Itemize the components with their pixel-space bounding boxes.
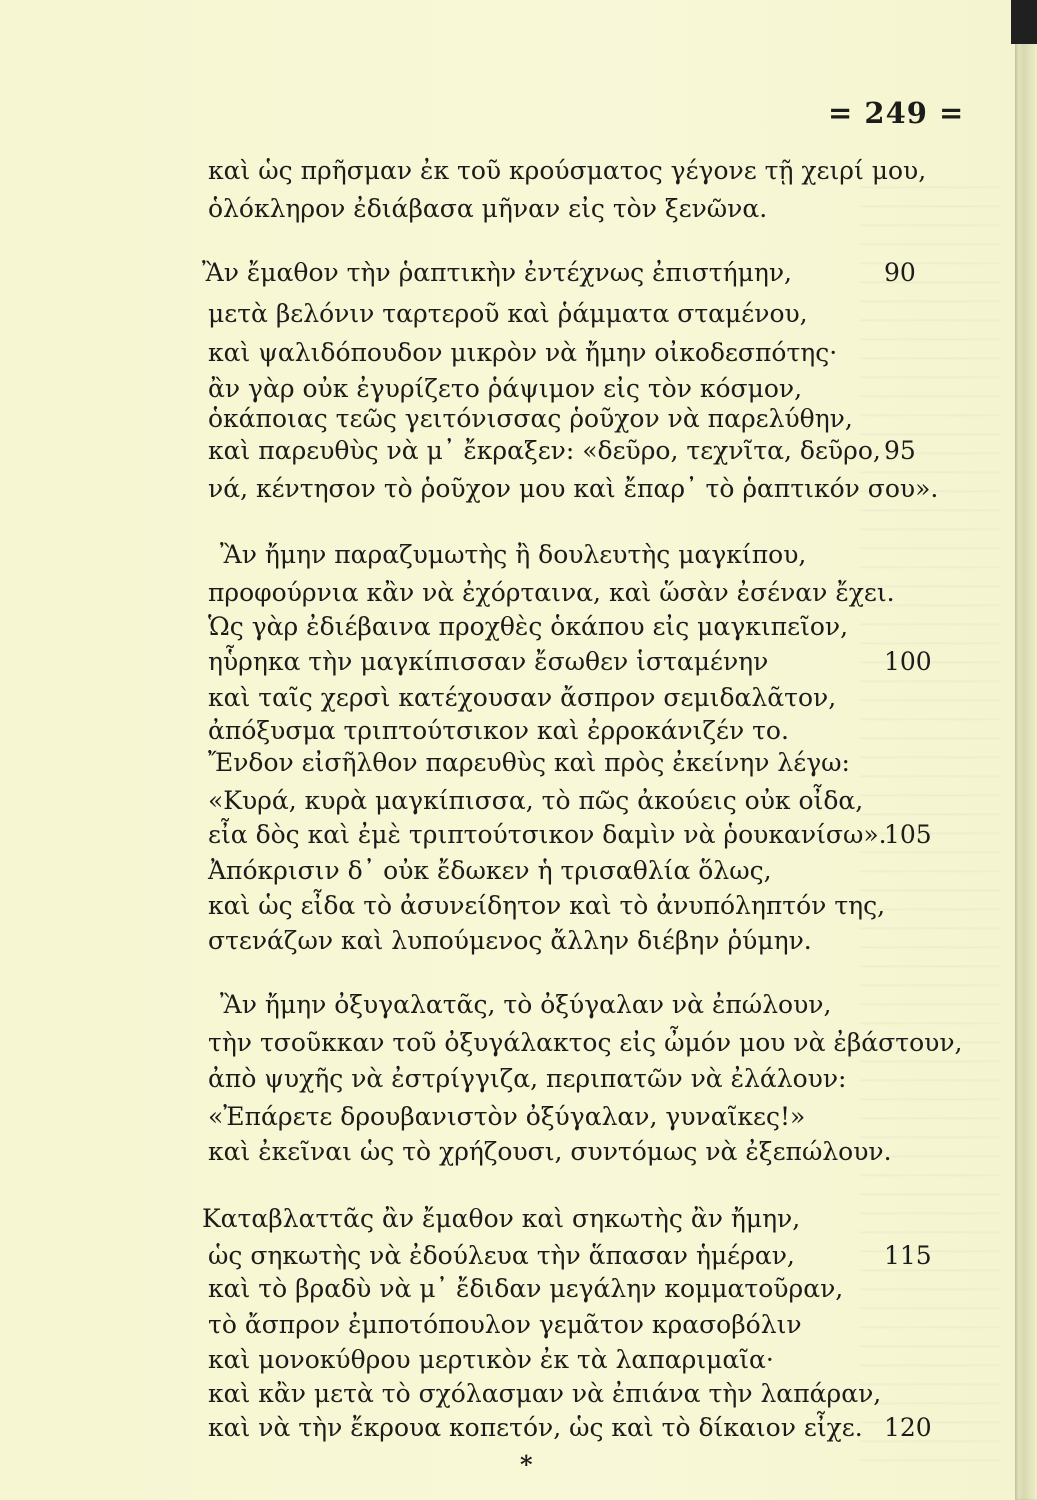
verse-line: Ὡς γὰρ ἐδιέβαινα προχθὲς ὁκάπου εἰς μαγκιπεῖον,	[208, 612, 849, 641]
verse-line: Ἂν ἔμαθον τὴν ῥαπτικὴν ἐντέχνως ἐπιστήμην,	[202, 258, 792, 287]
verse-line: καὶ κἂν μετὰ τὸ σχόλασμαν νὰ ἐπιάνα τὴν λαπάραν,	[208, 1379, 882, 1408]
verse-line: ὁλόκληρον ἐδιάβασα μῆναν εἰς τὸν ξενῶνα.	[208, 194, 768, 223]
page-number: = 249 =	[828, 96, 965, 130]
page-edge	[1015, 0, 1037, 1500]
line-number: 105	[884, 820, 932, 849]
verse-line: ἂν γὰρ οὐκ ἐγυρίζετο ῥάψιμον εἰς τὸν κόσμον,	[208, 374, 803, 403]
verse-line: ἀπόξυσμα τριπτούτσικον καὶ ἐρροκάνιζέν το.	[208, 716, 789, 745]
line-number: 120	[884, 1413, 932, 1442]
verse-line: μετὰ βελόνιν ταρτεροῦ καὶ ῥάμματα σταμένου,	[208, 299, 808, 328]
verse-line: καὶ ταῖς χερσὶ κατέχουσαν ἄσπρον σεμιδαλᾶτον,	[208, 683, 837, 712]
verse-line: εἶα δὸς καὶ ἐμὲ τριπτούτσικον δαμὶν νὰ ῥουκανίσω».	[208, 820, 887, 849]
verse-line: ὁκάποιας τεῶς γειτόνισσας ῥοῦχον νὰ παρελύθην,	[208, 404, 853, 433]
verse-line: καὶ ἐκεῖναι ὡς τὸ χρήζουσι, συντόμως νὰ ἐξεπώλουν.	[208, 1137, 892, 1166]
verse-line: καὶ τὸ βραδὺ νὰ μ᾽ ἔδιδαν μεγάλην κομματοῦραν,	[208, 1274, 844, 1303]
verse-line: καὶ ὡς πρῆσμαν ἐκ τοῦ κρούσματος γέγονε τῇ χειρί μου,	[208, 156, 927, 185]
verse-line: ηὗρηκα τὴν μαγκίπισσαν ἔσωθεν ἱσταμένην	[208, 647, 769, 676]
line-number: 95	[884, 436, 916, 465]
verse-line: «Ἐπάρετε δρουβανιστὸν ὀξύγαλαν, γυναῖκες!»	[208, 1102, 806, 1131]
verse-line: Ἀπόκρισιν δ᾽ οὐκ ἔδωκεν ἡ τρισαθλία ὅλως,	[208, 856, 772, 885]
verse-line: Ἔνδον εἰσῆλθον παρευθὺς καὶ πρὸς ἐκείνην λέγω:	[208, 748, 850, 777]
scan-corner-mark	[1011, 0, 1037, 44]
verse-line: ὡς σηκωτὴς νὰ ἐδούλευα τὴν ἅπασαν ἡμέραν,	[208, 1241, 795, 1270]
line-number: 90	[884, 258, 916, 287]
verse-line: καὶ μονοκύθρου μερτικὸν ἐκ τὰ λαπαριμαῖα·	[208, 1345, 774, 1374]
verse-line: ἀπὸ ψυχῆς νὰ ἐστρίγγιζα, περιπατῶν νὰ ἐλάλουν:	[208, 1064, 847, 1093]
verse-line: νά, κέντησον τὸ ῥοῦχον μου καὶ ἔπαρ᾽ τὸ ῥαπτικόν σου».	[208, 474, 939, 503]
verse-line: Καταβλαττᾶς ἂν ἔμαθον καὶ σηκωτὴς ἂν ἤμην,	[202, 1204, 801, 1233]
verse-line: καὶ παρευθὺς νὰ μ᾽ ἔκραξεν: «δεῦρο, τεχνῖτα, δεῦρο,	[208, 436, 881, 465]
verse-line: προφούρνια κἂν νὰ ἐχόρταινα, καὶ ὥσὰν ἐσέναν ἔχει.	[208, 578, 895, 607]
verse-line: στενάζων καὶ λυπούμενος ἄλλην διέβην ῥύμην.	[208, 926, 812, 955]
verse-line: «Κυρά, κυρὰ μαγκίπισσα, τὸ πῶς ἀκούεις οὐκ οἶδα,	[208, 786, 864, 815]
verse-line: τὴν τσοῦκκαν τοῦ ὀξυγάλακτος εἰς ὦμόν μου νὰ ἐβάστουν,	[208, 1028, 963, 1057]
verse-line: Ἂν ἤμην ὀξυγαλατᾶς, τὸ ὀξύγαλαν νὰ ἐπώλουν,	[220, 990, 832, 1019]
line-number: 100	[884, 647, 932, 676]
verse-line: τὸ ἄσπρον ἐμποτόπουλον γεμᾶτον κρασοβόλιν	[208, 1310, 802, 1339]
footer-asterisk: *	[520, 1450, 533, 1479]
verse-line: καὶ ὡς εἶδα τὸ ἀσυνείδητον καὶ τὸ ἀνυπόληπτόν της,	[208, 891, 886, 920]
line-number: 115	[884, 1241, 932, 1270]
verse-line: καὶ ψαλιδόπουδον μικρὸν νὰ ἤμην οἰκοδεσπότης·	[208, 338, 838, 367]
verse-line: Ἂν ἤμην παραζυμωτὴς ἢ δουλευτὴς μαγκίπου,	[220, 540, 807, 569]
verse-line: καὶ νὰ τὴν ἔκρουα κοπετόν, ὡς καὶ τὸ δίκαιον εἶχε.	[208, 1413, 863, 1442]
